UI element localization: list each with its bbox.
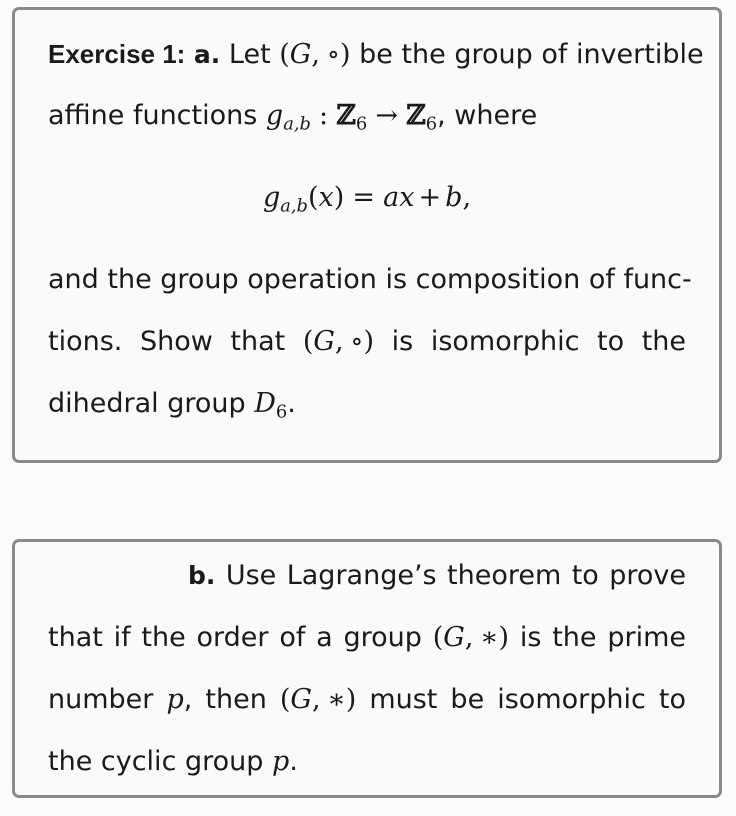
exercise-1a-line-1: Exercise 1: a. Let (G, ∘) be the group of invertible bbox=[48, 39, 704, 70]
exercise-heading: Exercise 1: bbox=[48, 39, 186, 69]
part-b-label: b. bbox=[188, 561, 216, 590]
exercise-1a-box bbox=[12, 7, 722, 463]
exercise-1b-line-1: b. Use Lagrange’s theorem to prove bbox=[188, 560, 686, 591]
exercise-1b-box bbox=[12, 539, 722, 798]
exercise-1a-line-4: tions. Show that (G, ∘) is isomorphic to the bbox=[48, 326, 687, 357]
exercise-1a-line-5: dihedral group $D_6$. bbox=[48, 388, 296, 423]
part-a-label: a. bbox=[193, 40, 221, 69]
exercise-1a-line-3: and the group operation is composition of func- bbox=[48, 264, 692, 295]
display-equation: $g_{a,b}(x)$ = ax + b, bbox=[262, 182, 472, 217]
exercise-1b-line-3: number p, then (G, ∗) must be isomorphic to bbox=[48, 684, 686, 715]
exercise-1a-line-2: affine functions $g_{a,b}$ : ℤ$_6$ → ℤ$_6$, where bbox=[48, 100, 538, 135]
exercise-1b-line-2: that if the order of a group (G, ∗) is the prime bbox=[48, 622, 686, 653]
exercise-1b-line-4: the cyclic group p. bbox=[48, 746, 298, 777]
